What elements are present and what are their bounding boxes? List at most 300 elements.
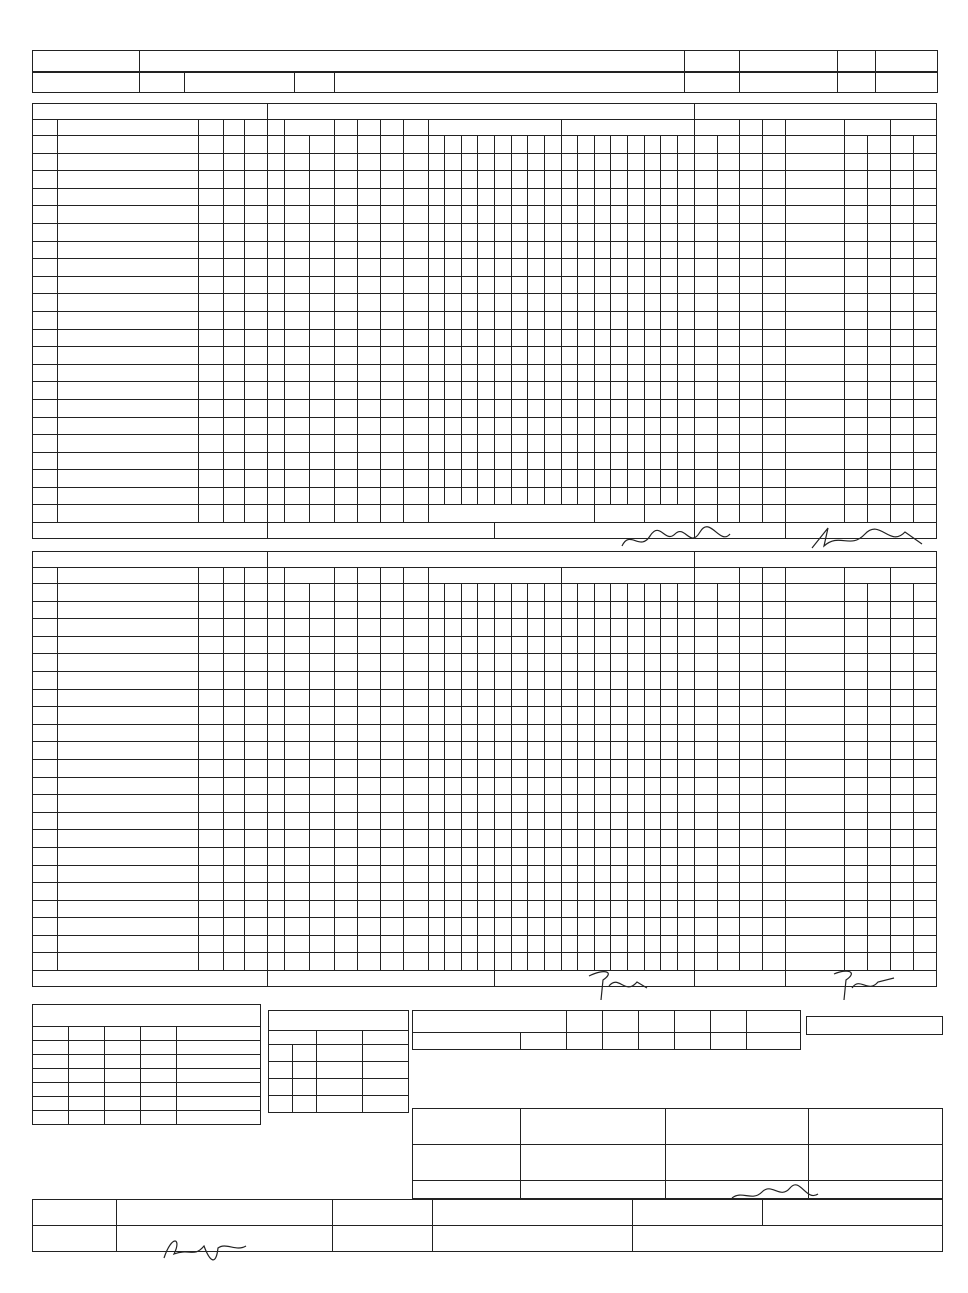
player-number [33,487,58,505]
goal-number [267,584,285,602]
penalty-start-sec [868,636,891,654]
player-position [224,382,245,400]
goal-assist-1 [358,847,381,865]
column-header [33,568,58,584]
player-row [33,953,937,971]
player-row [33,153,937,171]
player-row [33,311,937,329]
penalty-end-min [890,865,913,883]
penalty-second [717,329,740,347]
shootout-cell [69,1055,105,1069]
goal-scorer [335,689,358,707]
line-cell [561,435,578,453]
penalty-end-min [890,900,913,918]
penalty-violation [786,399,845,417]
goal-number [267,223,285,241]
line-cell [594,329,611,347]
line-cell [461,294,478,312]
line-cell [578,584,595,602]
line-cell [661,153,678,171]
column-header [199,120,224,136]
line-cell [495,830,512,848]
line-cell [428,584,445,602]
line-cell [611,223,628,241]
penalty-second [717,812,740,830]
player-played [244,830,267,848]
penalty-start-sec [868,223,891,241]
player-name [57,918,198,936]
player-position [224,294,245,312]
column-header [57,568,198,584]
player-row [33,935,937,953]
line-cell [495,311,512,329]
line-cell [478,953,495,971]
line-cell [445,399,462,417]
goal-second [310,742,335,760]
penalty-minutes [763,347,786,365]
player-row [33,636,937,654]
penalty-end-sec [913,671,936,689]
competition-value [140,51,685,72]
line-cell [445,953,462,971]
line-cell [611,584,628,602]
penalty-end-sec [913,435,936,453]
player-row [33,707,937,725]
line-cell [528,487,545,505]
player-played [244,206,267,224]
line-cell [661,347,678,365]
goal-second [310,241,335,259]
line-cell [578,188,595,206]
shootout-cell [69,1097,105,1111]
line-cell [528,935,545,953]
player-played [244,900,267,918]
player-ka [199,487,224,505]
penalty-start-min [845,883,868,901]
team-b-section [32,551,937,987]
penalty-start-sec [868,619,891,637]
player-position [224,435,245,453]
line-cell [644,276,661,294]
player-ka [199,276,224,294]
line-cell [528,812,545,830]
line-cell [428,953,445,971]
goal-situation [403,654,428,672]
line-cell [677,654,694,672]
goal-second [310,136,335,154]
goal-minute [285,276,310,294]
penalty-start-sec [868,171,891,189]
line-cell [461,276,478,294]
player-row [33,671,937,689]
player-played [244,671,267,689]
goal-situation [403,382,428,400]
penalty-end-min [890,171,913,189]
line-cell [511,619,528,637]
line-cell [511,382,528,400]
goal-scorer [335,847,358,865]
penalty-start-min [845,707,868,725]
goal-number [267,470,285,488]
penalty-player [740,452,763,470]
goal-minute [285,601,310,619]
penalty-minute [694,294,717,312]
player-number [33,452,58,470]
line-cell [627,777,644,795]
player-number [33,601,58,619]
line-cell [644,364,661,382]
line-cell [611,795,628,813]
goal-second [310,294,335,312]
player-name [57,153,198,171]
line-cell [644,918,661,936]
penalty-end-min [890,399,913,417]
line-cell [627,865,644,883]
player-row [33,364,937,382]
penalty-start-sec [868,153,891,171]
penalty-end-min [890,812,913,830]
player-ka [199,417,224,435]
player-number [33,276,58,294]
penalty-player [740,294,763,312]
line-cell [627,435,644,453]
line-cell [428,918,445,936]
line-cell [511,865,528,883]
penalty-start-min [845,259,868,277]
goal-scorer [335,795,358,813]
penalty-player [740,883,763,901]
line-cell [544,830,561,848]
penalty-player [740,487,763,505]
line-cell [528,206,545,224]
line-cell [661,276,678,294]
line-cell [495,276,512,294]
player-played [244,619,267,637]
line-cell [428,171,445,189]
goal-assist-1 [358,953,381,971]
line-cell [428,883,445,901]
goal-number [267,188,285,206]
goal-minute [285,671,310,689]
penalty-end-min [890,883,913,901]
player-name [57,294,198,312]
goal-minute [285,241,310,259]
line-cell [495,918,512,936]
line-cell [644,654,661,672]
line-cell [544,584,561,602]
player-position [224,900,245,918]
line-cell [594,847,611,865]
player-played [244,795,267,813]
goal-minute [285,188,310,206]
line-cell [495,435,512,453]
penalty-start-sec [868,918,891,936]
player-position [224,311,245,329]
date-label [685,51,740,72]
line-cell [677,830,694,848]
player-number [33,241,58,259]
player-position [224,953,245,971]
penalty-start-min [845,935,868,953]
goal-assist-2 [380,259,403,277]
line-cell [544,918,561,936]
player-name [57,505,198,523]
penalty-start-min [845,487,868,505]
line-cell [561,364,578,382]
penalty-minute [694,689,717,707]
player-played [244,329,267,347]
goal-number [267,276,285,294]
goal-number [267,953,285,971]
goal-scorer [335,171,358,189]
penalty-start-sec [868,795,891,813]
line-cell [644,311,661,329]
penalty-violation [786,935,845,953]
penalty-start-sec [868,935,891,953]
line-cell [461,487,478,505]
line-cell [495,636,512,654]
match-header [32,50,937,93]
penalty-end-min [890,935,913,953]
goal-assist-2 [380,188,403,206]
line-cell [528,347,545,365]
line-cell [544,671,561,689]
line-cell [478,742,495,760]
line-cell [495,812,512,830]
penalty-end-sec [913,259,936,277]
goalie-col-a [317,1031,363,1045]
column-header [740,120,763,136]
goal-minute [285,724,310,742]
goalie-col-time [269,1031,317,1045]
goal-assist-2 [380,601,403,619]
line-cell [544,619,561,637]
line-cell [445,654,462,672]
line-cell [461,636,478,654]
goal-minute [285,759,310,777]
goal-minute [285,153,310,171]
player-row [33,689,937,707]
penalty-start-min [845,847,868,865]
goal-situation [403,399,428,417]
player-played [244,883,267,901]
line-cell [578,847,595,865]
line-cell [445,364,462,382]
goal-second [310,276,335,294]
line-cell [428,435,445,453]
goal-minute [285,417,310,435]
goal-scorer [335,505,358,523]
penalty-end-sec [913,276,936,294]
shootout-cell [141,1083,177,1097]
period-col [603,1011,639,1033]
line-cell [661,435,678,453]
line-cell [461,223,478,241]
player-name [57,399,198,417]
line-cell [561,153,578,171]
line-cell [561,601,578,619]
penalty-violation [786,654,845,672]
line-cell [528,364,545,382]
line-cell [495,364,512,382]
penalty-start-sec [868,311,891,329]
player-ka [199,847,224,865]
goal-assist-1 [358,294,381,312]
goal-assist-1 [358,311,381,329]
line-cell [627,883,644,901]
goal-minute [285,364,310,382]
player-position [224,452,245,470]
column-header [694,568,740,584]
line-cell [461,795,478,813]
line-cell [511,777,528,795]
penalty-end-min [890,294,913,312]
line-cell [611,847,628,865]
player-ka [199,505,224,523]
penalty-second [717,188,740,206]
goal-situation [403,847,428,865]
player-position [224,795,245,813]
line-cell [495,171,512,189]
goal-minute [285,505,310,523]
line-cell [611,671,628,689]
shootout-cell [33,1097,69,1111]
goal-situation [403,584,428,602]
player-played [244,487,267,505]
line-cell [511,953,528,971]
shootout-cell [105,1055,141,1069]
goal-number [267,311,285,329]
goal-situation [403,865,428,883]
penalty-start-min [845,153,868,171]
player-name [57,241,198,259]
line-cell [528,153,545,171]
goalie-time-sec [293,1096,317,1113]
goal-number [267,795,285,813]
goal-scorer [335,601,358,619]
line-cell [561,206,578,224]
line-cell [511,812,528,830]
penalty-second [717,742,740,760]
line-cell [677,636,694,654]
goal-second [310,777,335,795]
line-cell [445,259,462,277]
line-cell [594,399,611,417]
goal-assist-1 [358,619,381,637]
line-cell [611,241,628,259]
goal-minute [285,347,310,365]
game-no-label [838,51,876,72]
shootout-col [69,1027,105,1041]
line-cell [428,900,445,918]
line-cell [495,136,512,154]
penalty-minute [694,795,717,813]
competition-label [33,51,140,72]
goal-scorer [335,206,358,224]
line-cell [511,883,528,901]
player-position [224,584,245,602]
player-number [33,399,58,417]
player-name [57,452,198,470]
player-position [224,329,245,347]
player-number [33,724,58,742]
line-cell [627,171,644,189]
line-cell [611,830,628,848]
line-cell [544,601,561,619]
line-cell [511,759,528,777]
line-cell [661,759,678,777]
player-position [224,136,245,154]
goal-scorer [335,865,358,883]
line-cell [528,671,545,689]
goal-assist-1 [358,654,381,672]
goal-scorer [335,470,358,488]
line-cell [627,259,644,277]
penalty-second [717,935,740,953]
line-cell [528,399,545,417]
line-cell [445,417,462,435]
player-name [57,417,198,435]
line-cell [627,830,644,848]
line-cell [495,470,512,488]
line-cell [478,619,495,637]
penalty-end-min [890,795,913,813]
goal-assist-2 [380,707,403,725]
line-cell [627,847,644,865]
goal-second [310,188,335,206]
line-cell [644,777,661,795]
penalty-player [740,329,763,347]
line-cell [611,153,628,171]
line-cell [478,724,495,742]
penalty-minutes [763,759,786,777]
line-cell [511,636,528,654]
penalty-violation [786,452,845,470]
line-cell [478,847,495,865]
penalty-start-sec [868,812,891,830]
line-cell [677,276,694,294]
penalty-violation [786,294,845,312]
line-cell [428,865,445,883]
goal-assist-2 [380,276,403,294]
penalty-end-min [890,918,913,936]
line-cell [445,935,462,953]
line-cell [544,689,561,707]
player-played [244,601,267,619]
player-number [33,883,58,901]
player-number [33,759,58,777]
penalty-start-min [845,435,868,453]
line-cell [445,795,462,813]
goal-minute [285,689,310,707]
line-cell [561,918,578,936]
line-cell [578,452,595,470]
player-row [33,742,937,760]
player-name [57,777,198,795]
penalty-start-sec [868,724,891,742]
player-played [244,364,267,382]
goal-situation [403,417,428,435]
penalty-player [740,470,763,488]
player-number [33,171,58,189]
goal-second [310,399,335,417]
line-cell [561,935,578,953]
line-cell [578,830,595,848]
goal-minute [285,584,310,602]
line-cell [461,953,478,971]
player-row [33,505,937,523]
goal-judges-label [413,1145,521,1181]
